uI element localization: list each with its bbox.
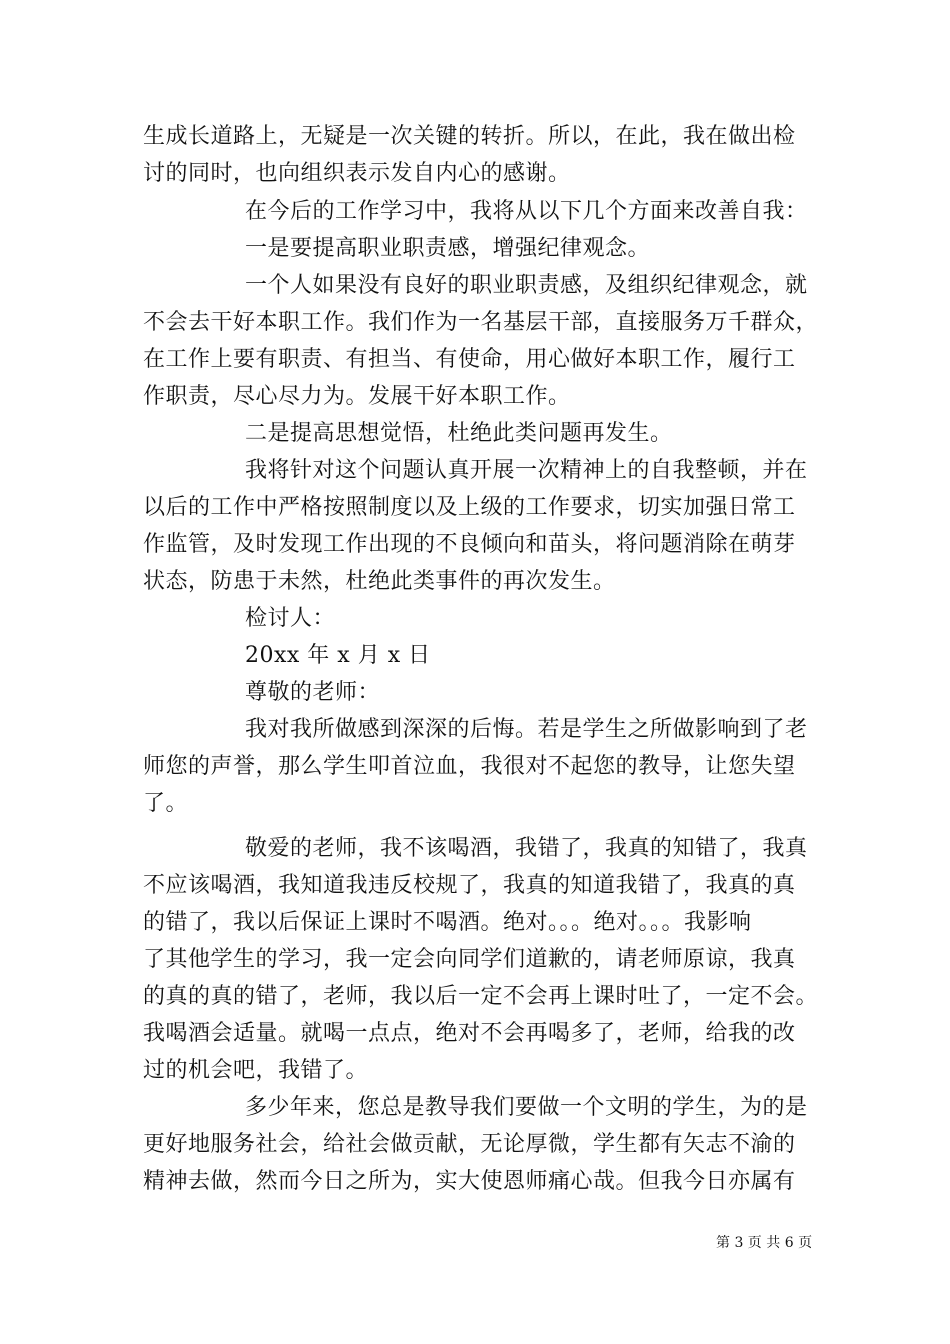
page-number: 第 3 页 共 6 页: [716, 1235, 813, 1251]
text-line: 作监管，及时发现工作出现的不良倾向和苗头，将问题消除在萌芽: [143, 532, 796, 557]
text-line: 不应该喝酒，我知道我违反校规了，我真的知道我错了，我真的真: [143, 873, 796, 898]
text-line: 尊敬的老师：: [245, 680, 381, 705]
text-line: 一个人如果没有良好的职业职责感，及组织纪律观念，就: [245, 273, 808, 298]
text-line: 不会去干好本职工作。我们作为一名基层干部，直接服务万千群众，: [143, 310, 819, 335]
text-line: 的错了，我以后保证上课时不喝酒。绝对。。。绝对。。。我影响: [143, 910, 752, 935]
text-line: 敬爱的老师，我不该喝酒，我错了，我真的知错了，我真: [245, 836, 808, 861]
text-line: 了。: [143, 791, 189, 816]
text-line: 在工作上要有职责、有担当、有使命，用心做好本职工作，履行工: [143, 347, 796, 372]
text-line: 更好地服务社会，给社会做贡献，无论厚微，学生都有矢志不渝的: [143, 1132, 796, 1157]
text-line: 我喝酒会适量。就喝一点点，绝对不会再喝多了，老师，给我的改: [143, 1021, 796, 1046]
text-line: 过的机会吧，我错了。: [143, 1058, 369, 1083]
text-line: 了其他学生的学习，我一定会向同学们道歉的，请老师原谅，我真: [143, 947, 796, 972]
text-line: 讨的同时，也向组织表示发自内心的感谢。: [143, 161, 571, 186]
text-line: 在今后的工作学习中，我将从以下几个方面来改善自我：: [245, 199, 808, 224]
text-line: 我将针对这个问题认真开展一次精神上的自我整顿，并在: [245, 458, 808, 483]
text-line: 生成长道路上，无疑是一次关键的转折。所以，在此，我在做出检: [143, 124, 796, 149]
text-line: 多少年来，您总是教导我们要做一个文明的学生，为的是: [245, 1095, 808, 1120]
text-line: 以后的工作中严格按照制度以及上级的工作要求，切实加强日常工: [143, 495, 796, 520]
text-line: 20xx 年 x 月 x 日: [245, 643, 431, 668]
text-line: 我对我所做感到深深的后悔。若是学生之所做影响到了老: [245, 717, 808, 742]
text-line: 师您的声誉，那么学生叩首泣血，我很对不起您的教导，让您失望: [143, 754, 796, 779]
text-line: 检讨人：: [245, 606, 336, 631]
text-line: 的真的真的错了，老师，我以后一定不会再上课时吐了，一定不会。: [143, 984, 819, 1009]
text-line: 作职责，尽心尽力为。发展干好本职工作。: [143, 384, 571, 409]
text-line: 精神去做，然而今日之所为，实大使恩师痛心哉。但我今日亦属有: [143, 1169, 796, 1194]
text-line: 状态，防患于未然，杜绝此类事件的再次发生。: [143, 569, 616, 594]
text-line: 二是提高思想觉悟，杜绝此类问题再发生。: [245, 421, 673, 446]
text-line: 一是要提高职业职责感，增强纪律观念。: [245, 236, 651, 261]
